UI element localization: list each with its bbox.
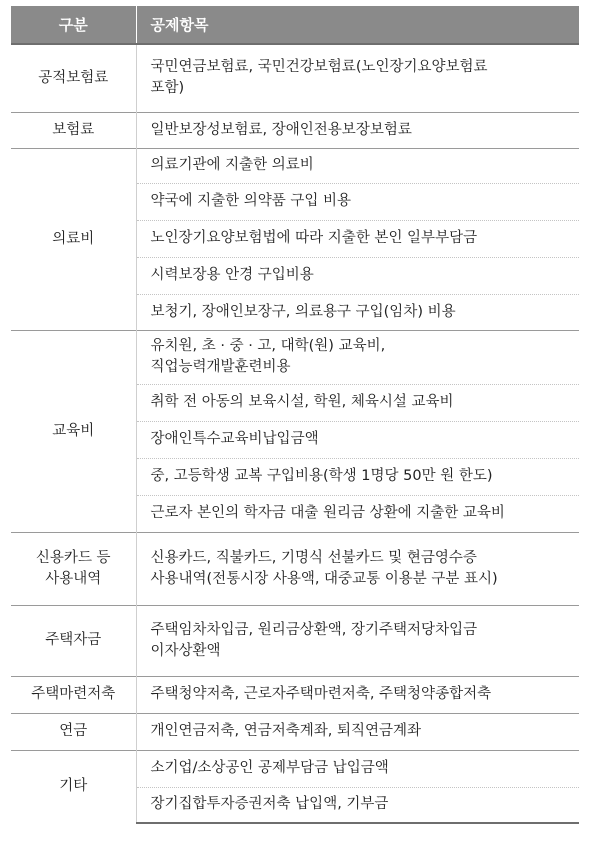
table-body — [11, 44, 579, 823]
deduction-item-cell: 신용카드, 직불카드, 기명식 선불카드 및 현금영수증 사용내역(전통시장 사용액, 대중교통 이용분 구분 표시) — [136, 532, 579, 605]
deduction-item-cell: 국민연금보험료, 국민건강보험료(노인장기요양보험료 포함) — [136, 44, 579, 112]
deduction-item-cell: 개인연금저축, 연금저축계좌, 퇴직연금계좌 — [136, 713, 579, 750]
category-cell: 기타 — [11, 750, 136, 823]
table-row — [11, 750, 579, 787]
deduction-table-container — [11, 6, 579, 824]
category-cell: 공적보험료 — [11, 44, 136, 112]
table-header — [11, 6, 579, 44]
deduction-item-cell: 유치원, 초 · 중 · 고, 대학(원) 교육비, 직업능력개발훈련비용 — [136, 330, 579, 384]
deduction-item-cell: 노인장기요양보험법에 따라 지출한 본인 일부부담금 — [136, 220, 579, 257]
deduction-item-cell: 취학 전 아동의 보육시설, 학원, 체육시설 교육비 — [136, 384, 579, 421]
deduction-item-cell: 근로자 본인의 학자금 대출 원리금 상환에 지출한 교육비 — [136, 495, 579, 532]
deduction-item-cell: 주택임차차입금, 원리금상환액, 장기주택저당차입금 이자상환액 — [136, 605, 579, 676]
deduction-item-cell: 약국에 지출한 의약품 구입 비용 — [136, 183, 579, 220]
header-category: 구분 — [11, 6, 136, 44]
deduction-item-cell: 시력보장용 안경 구입비용 — [136, 257, 579, 294]
header-deduction-items: 공제항목 — [136, 6, 579, 44]
table-row — [11, 713, 579, 750]
table-row — [11, 148, 579, 183]
category-cell: 신용카드 등 사용내역 — [11, 532, 136, 605]
table-row — [11, 112, 579, 148]
table-row — [11, 676, 579, 713]
deduction-item-cell: 보청기, 장애인보장구, 의료용구 구입(임차) 비용 — [136, 294, 579, 330]
deduction-item-cell: 의료기관에 지출한 의료비 — [136, 148, 579, 183]
deduction-item-cell: 소기업/소상공인 공제부담금 납입금액 — [136, 750, 579, 787]
header-row — [11, 6, 579, 44]
deduction-item-cell: 중, 고등학생 교복 구입비용(학생 1명당 50만 원 한도) — [136, 458, 579, 495]
table-row — [11, 330, 579, 384]
deduction-table — [11, 6, 579, 824]
table-row — [11, 532, 579, 605]
category-cell: 의료비 — [11, 148, 136, 330]
table-row — [11, 44, 579, 112]
category-cell: 연금 — [11, 713, 136, 750]
table-row — [11, 605, 579, 676]
deduction-item-cell: 장애인특수교육비납입금액 — [136, 421, 579, 458]
deduction-item-cell: 일반보장성보험료, 장애인전용보장보험료 — [136, 112, 579, 148]
category-cell: 교육비 — [11, 330, 136, 532]
deduction-item-cell: 장기집합투자증권저축 납입액, 기부금 — [136, 787, 579, 823]
category-cell: 주택마련저축 — [11, 676, 136, 713]
category-cell: 보험료 — [11, 112, 136, 148]
category-cell: 주택자금 — [11, 605, 136, 676]
deduction-item-cell: 주택청약저축, 근로자주택마련저축, 주택청약종합저축 — [136, 676, 579, 713]
